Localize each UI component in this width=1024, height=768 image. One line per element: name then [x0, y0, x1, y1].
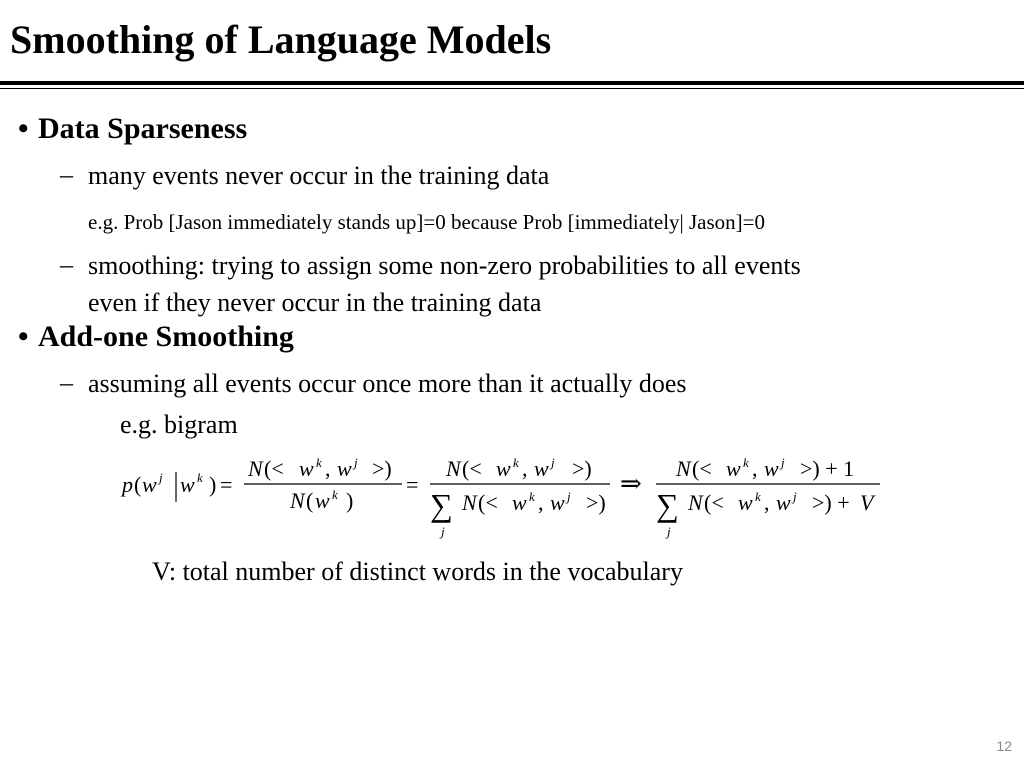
svg-text:j: j	[159, 470, 163, 485]
svg-text:w: w	[337, 456, 352, 481]
svg-text:N: N	[688, 490, 703, 515]
svg-text:(<: (<	[462, 456, 482, 481]
svg-text:(: (	[306, 488, 314, 513]
svg-text:k: k	[332, 487, 338, 502]
svg-text:(<: (<	[264, 456, 284, 481]
svg-text:(<: (<	[478, 490, 498, 515]
svg-text:w: w	[299, 456, 314, 481]
svg-text:,: ,	[752, 456, 758, 481]
svg-text:(<: (<	[692, 456, 712, 481]
title-divider-thick	[0, 81, 1024, 85]
svg-text:w: w	[315, 488, 330, 513]
svg-text:p: p	[122, 472, 133, 497]
svg-text:w: w	[142, 472, 157, 497]
svg-text:j: j	[567, 489, 571, 504]
point-never-occur: many events never occur in the training data	[88, 161, 550, 190]
fraction-1	[244, 455, 402, 513]
svg-text:w: w	[726, 456, 741, 481]
svg-text:>): >)	[586, 490, 606, 515]
svg-text:j: j	[551, 455, 555, 470]
svg-text:j: j	[793, 489, 797, 504]
svg-text:w: w	[738, 490, 753, 515]
svg-text:w: w	[180, 472, 195, 497]
bullet-icon: •	[18, 320, 29, 353]
fraction-2	[430, 455, 610, 539]
svg-text:N: N	[446, 456, 461, 481]
svg-text:N: N	[462, 490, 477, 515]
svg-text:k: k	[316, 455, 322, 470]
svg-text:=: =	[406, 472, 419, 497]
svg-text:j: j	[354, 455, 358, 470]
svg-text:,: ,	[522, 456, 528, 481]
example-bigram-label: e.g. bigram	[120, 410, 238, 439]
svg-text:,: ,	[764, 490, 770, 515]
heading-data-sparseness: Data Sparseness	[38, 112, 248, 145]
point-smoothing-line2: even if they never occur in the training data	[88, 288, 542, 317]
slide-title: Smoothing of Language Models	[10, 17, 552, 62]
example-jason: e.g. Prob [Jason immediately stands up]=0 because Prob [immediately| Jason]=0	[88, 210, 766, 234]
svg-text:k: k	[529, 489, 535, 504]
dash-icon: –	[60, 368, 73, 397]
svg-text:j: j	[441, 524, 445, 539]
heading-add-one-smoothing: Add-one Smoothing	[38, 320, 294, 353]
svg-text:w: w	[550, 490, 565, 515]
svg-text:,: ,	[325, 456, 331, 481]
svg-text:w: w	[764, 456, 779, 481]
svg-text:>): >)	[572, 456, 592, 481]
dash-icon: –	[60, 250, 73, 279]
point-smoothing-line1: smoothing: trying to assign some non-zero probabilities to all events	[88, 251, 801, 280]
svg-text:>) + 1: >) + 1	[800, 456, 855, 481]
svg-text:V: V	[860, 490, 874, 515]
svg-text:N: N	[676, 456, 691, 481]
svg-text:w: w	[512, 490, 527, 515]
bullet-icon: •	[18, 112, 29, 145]
svg-text:N: N	[248, 456, 263, 481]
title-divider-thin	[0, 88, 1024, 89]
svg-text:(: (	[134, 472, 142, 497]
page-number: 12	[996, 738, 1012, 754]
svg-text:>) +: >) +	[812, 490, 850, 515]
svg-text:j: j	[667, 524, 671, 539]
fraction-3	[656, 455, 880, 539]
svg-text:k: k	[513, 455, 519, 470]
point-assuming: assuming all events occur once more than it actually does	[88, 369, 687, 398]
svg-text:): )	[209, 472, 217, 497]
svg-text:w: w	[776, 490, 791, 515]
svg-text:>): >)	[372, 456, 392, 481]
svg-text:k: k	[755, 489, 761, 504]
add-one-formula	[110, 448, 900, 552]
svg-text:⇒: ⇒	[620, 469, 642, 498]
svg-text:∑: ∑	[656, 487, 679, 523]
dash-icon: –	[60, 160, 73, 189]
svg-text:w: w	[534, 456, 549, 481]
svg-text:): )	[346, 488, 354, 513]
svg-text:,: ,	[538, 490, 544, 515]
formula-svg	[110, 448, 900, 552]
svg-text:w: w	[496, 456, 511, 481]
svg-text:=: =	[220, 472, 233, 497]
svg-text:∑: ∑	[430, 487, 453, 523]
svg-text:k: k	[743, 455, 749, 470]
svg-text:k: k	[197, 470, 203, 485]
svg-text:N: N	[290, 488, 305, 513]
svg-text:(<: (<	[704, 490, 724, 515]
vocabulary-note: V: total number of distinct words in the vocabulary	[152, 557, 683, 586]
svg-text:j: j	[781, 455, 785, 470]
